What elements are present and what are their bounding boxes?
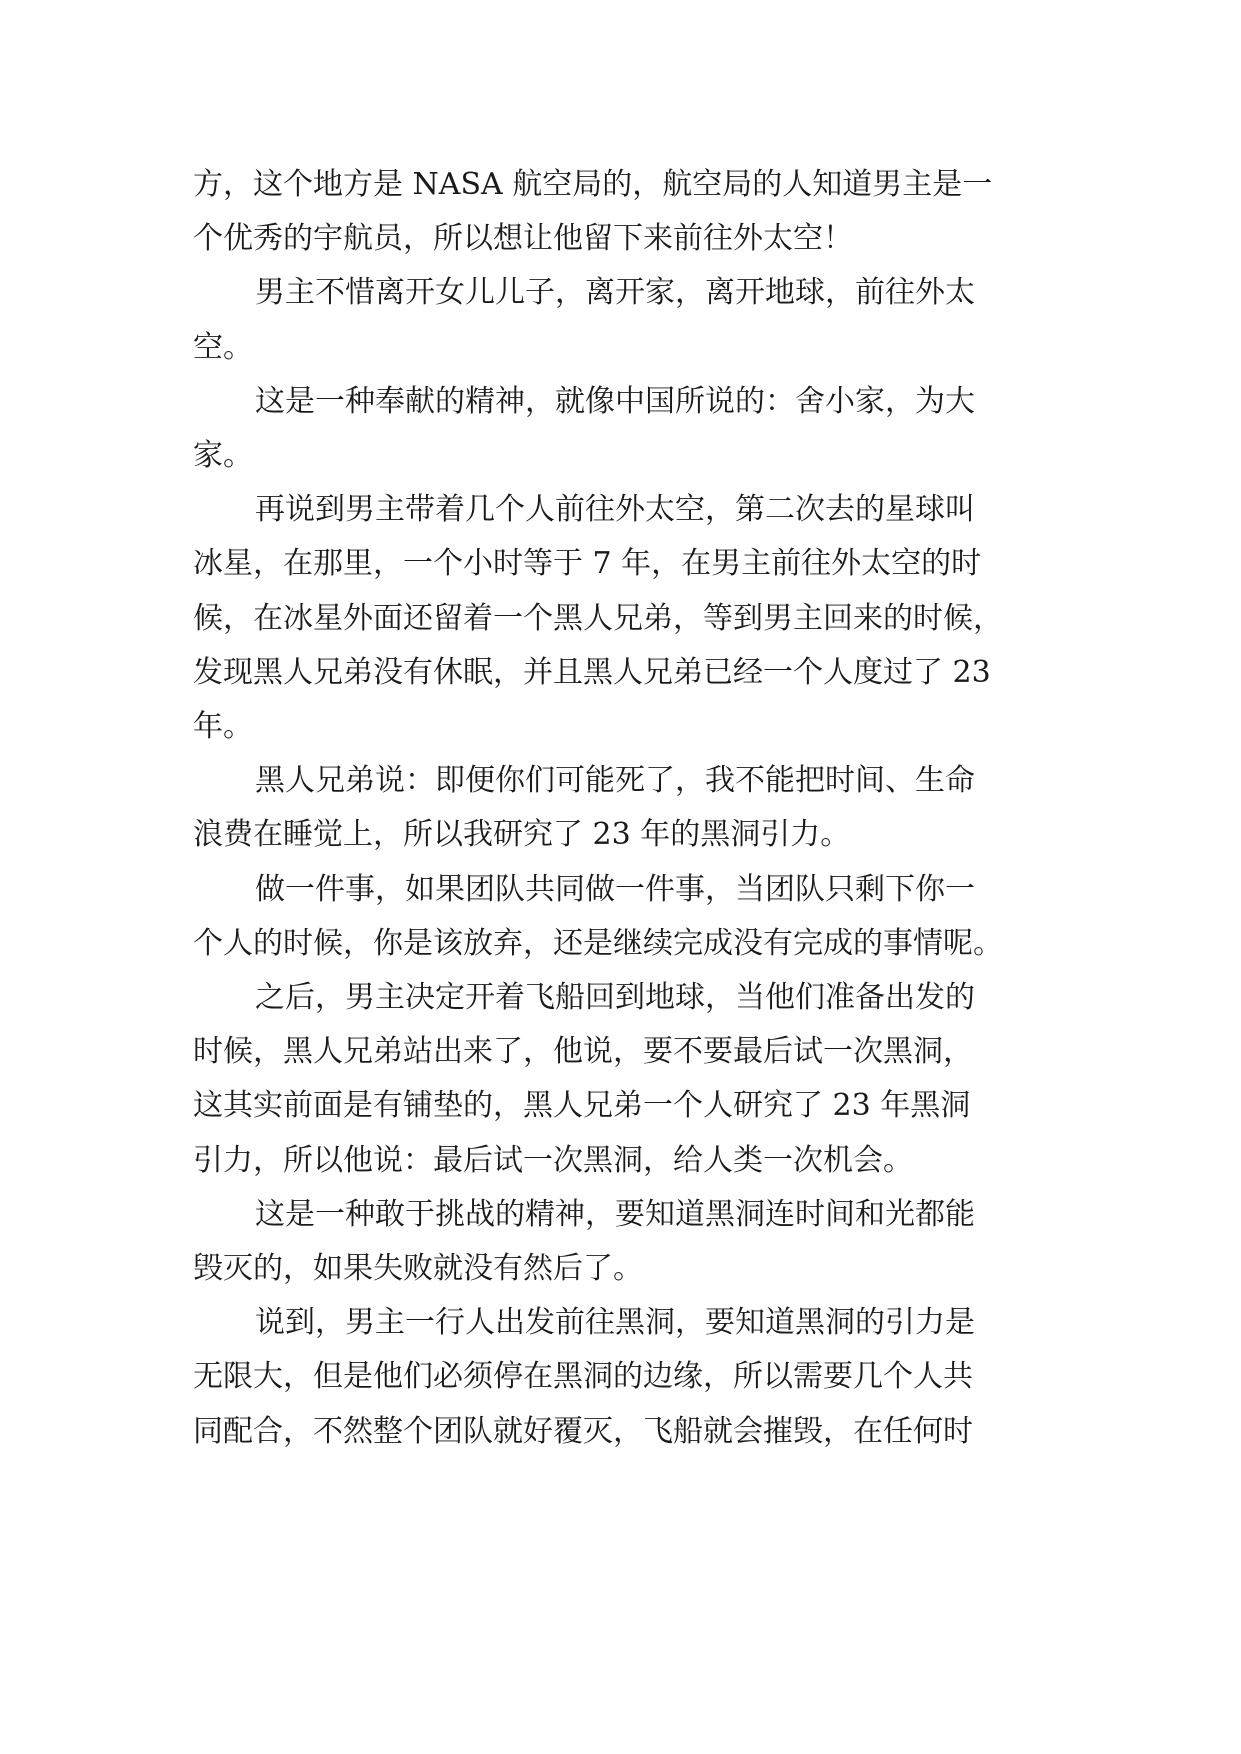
text-line: 年。 xyxy=(193,709,253,745)
text-line: 黑人兄弟说：即便你们可能死了，我不能把时间、生命 xyxy=(255,763,975,799)
text-line: 这是一种奉献的精神，就像中国所说的：舍小家，为大 xyxy=(255,383,975,419)
paragraph xyxy=(193,971,1063,1188)
text-line: 空。 xyxy=(193,329,253,365)
text-line: 做一件事，如果团队共同做一件事，当团队只剩下你一 xyxy=(255,871,975,907)
text-line: 再说到男主带着几个人前往外太空，第二次去的星球叫 xyxy=(255,492,975,528)
text-line: 之后，男主决定开着飞船回到地球，当他们准备出发的 xyxy=(255,980,975,1016)
text-line: 引力，所以他说：最后试一次黑洞，给人类一次机会。 xyxy=(193,1142,913,1178)
paragraph xyxy=(193,1188,1063,1296)
text-line: 浪费在睡觉上，所以我研究了 23 年的黑洞引力。 xyxy=(193,817,851,853)
text-line: 男主不惜离开女儿儿子，离开家，离开地球，前往外太 xyxy=(255,275,975,311)
paragraph xyxy=(193,158,1063,266)
text-line: 个优秀的宇航员，所以想让他留下来前往外太空！ xyxy=(193,221,853,257)
paragraph xyxy=(193,375,1063,483)
text-line: 时候，黑人兄弟站出来了，他说，要不要最后试一次黑洞， xyxy=(193,1034,973,1070)
paragraph xyxy=(193,1296,1063,1459)
document-body xyxy=(193,158,1063,1459)
text-line: 同配合，不然整个团队就好覆灭，飞船就会摧毁，在任何时 xyxy=(193,1413,973,1449)
text-line: 无限大，但是他们必须停在黑洞的边缘，所以需要几个人共 xyxy=(193,1359,973,1395)
text-line: 个人的时候，你是该放弃，还是继续完成没有完成的事情呢。 xyxy=(193,925,1003,961)
paragraph xyxy=(193,266,1063,374)
text-line: 冰星，在那里，一个小时等于 7 年，在男主前往外太空的时 xyxy=(193,546,982,582)
paragraph xyxy=(193,863,1063,971)
text-line: 家。 xyxy=(193,438,253,474)
text-line: 候，在冰星外面还留着一个黑人兄弟，等到男主回来的时候， xyxy=(193,600,1003,636)
text-line: 方，这个地方是 NASA 航空局的，航空局的人知道男主是一 xyxy=(193,167,993,202)
text-line: 这其实前面是有铺垫的，黑人兄弟一个人研究了 23 年黑洞 xyxy=(193,1088,971,1124)
paragraph xyxy=(193,754,1063,862)
text-line: 说到，男主一行人出发前往黑洞，要知道黑洞的引力是 xyxy=(255,1305,975,1341)
text-line: 毁灭的，如果失败就没有然后了。 xyxy=(193,1251,643,1287)
paragraph xyxy=(193,483,1063,754)
text-line: 发现黑人兄弟没有休眠，并且黑人兄弟已经一个人度过了 23 xyxy=(193,654,991,690)
text-line: 这是一种敢于挑战的精神，要知道黑洞连时间和光都能 xyxy=(255,1196,975,1232)
